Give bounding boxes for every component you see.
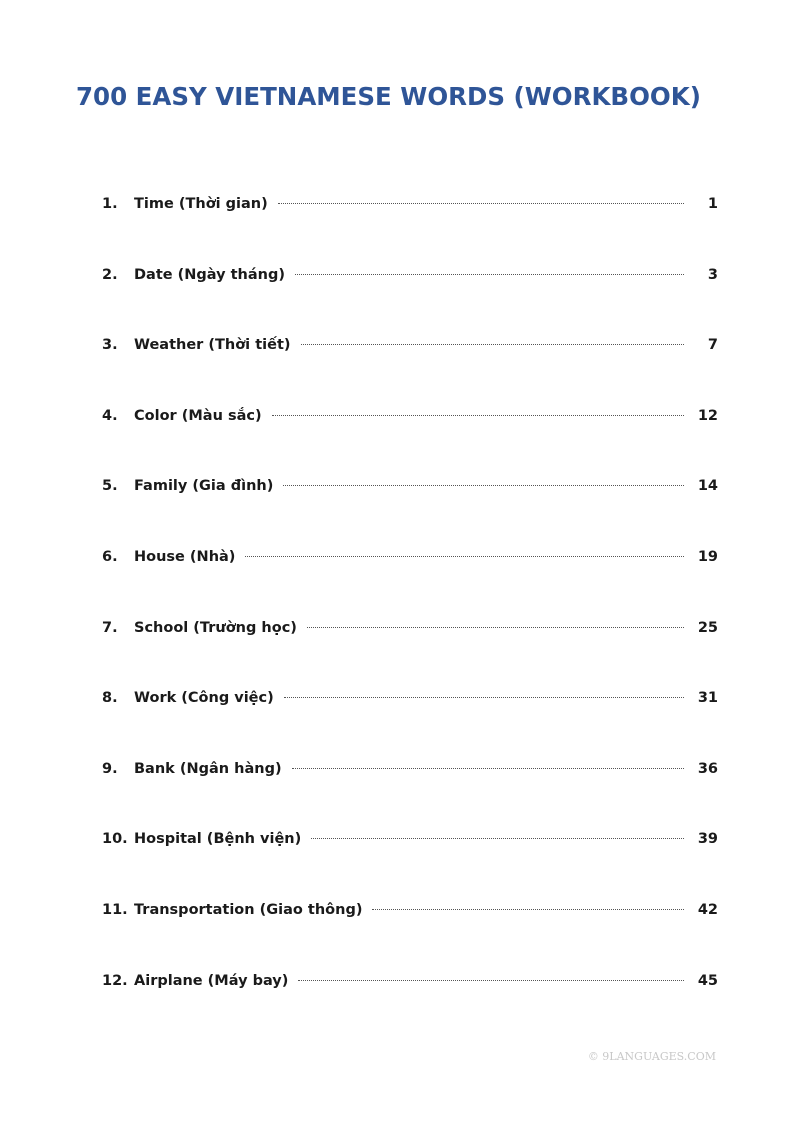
toc-entry-house[interactable] [102, 539, 718, 610]
toc-entry-label[interactable]: House (Nhà) [134, 548, 236, 565]
dot-leader [278, 202, 684, 204]
toc-entry-weather[interactable] [102, 327, 718, 398]
toc-entry-label[interactable]: Color (Màu sắc) [134, 407, 262, 424]
toc-entry-label[interactable]: Work (Công việc) [134, 690, 274, 707]
dot-leader [307, 626, 684, 628]
toc-entry-family[interactable] [102, 468, 718, 539]
toc-entry-number: 5. [102, 478, 118, 495]
toc-entry-label[interactable]: Date (Ngày tháng) [134, 266, 285, 283]
toc-entry-date[interactable] [102, 257, 718, 328]
toc-entry-label[interactable]: School (Trường học) [134, 619, 297, 636]
toc-entry-label[interactable]: Airplane (Máy bay) [134, 972, 289, 989]
dot-leader [272, 414, 684, 416]
toc-entry-page[interactable]: 42 [697, 901, 718, 918]
toc-entry-page[interactable]: 12 [697, 407, 718, 424]
toc-entry-label[interactable]: Bank (Ngân hàng) [134, 760, 282, 777]
dot-leader [298, 979, 683, 981]
toc-entry-transportation[interactable] [102, 892, 718, 963]
toc-entry-label[interactable]: Time (Thời gian) [134, 196, 268, 212]
toc-entry-page[interactable]: 14 [697, 478, 718, 495]
toc-entry-color[interactable] [102, 398, 718, 469]
toc-entry-time[interactable] [102, 186, 718, 257]
dot-leader [295, 273, 684, 275]
toc-entry-number: 9. [102, 760, 118, 777]
toc-entry-number: 7. [102, 619, 118, 636]
toc-entry-label[interactable]: Hospital (Bệnh viện) [134, 831, 302, 848]
dot-leader [301, 343, 685, 345]
table-of-contents [102, 186, 718, 1033]
toc-entry-number: 10. [102, 831, 128, 848]
toc-entry-number: 12. [102, 972, 128, 989]
dot-leader [245, 555, 683, 557]
toc-entry-page[interactable]: 3 [707, 266, 718, 283]
toc-entry-page[interactable]: 36 [697, 760, 718, 777]
toc-entry-number: 6. [102, 548, 118, 565]
toc-entry-label[interactable]: Family (Gia đình) [134, 478, 274, 495]
dot-leader [372, 908, 683, 910]
toc-entry-hospital[interactable] [102, 821, 718, 892]
toc-entry-bank[interactable] [102, 751, 718, 822]
copyright-watermark: © 9LANGUAGES.COM [587, 1050, 716, 1063]
toc-entry-number: 8. [102, 690, 118, 707]
toc-entry-number: 4. [102, 407, 118, 424]
toc-entry-page[interactable]: 31 [697, 690, 718, 707]
toc-entry-page[interactable]: 7 [707, 337, 718, 354]
toc-entry-number: 11. [102, 901, 128, 918]
toc-entry-page[interactable]: 39 [697, 831, 718, 848]
toc-entry-airplane[interactable] [102, 963, 718, 1034]
toc-entry-page[interactable]: 45 [697, 972, 718, 989]
toc-entry-number: 1. [102, 196, 118, 212]
toc-entry-page[interactable]: 25 [697, 619, 718, 636]
dot-leader [292, 767, 684, 769]
dot-leader [283, 484, 683, 486]
toc-entry-page[interactable]: 19 [697, 548, 718, 565]
dot-leader [284, 696, 684, 698]
toc-entry-work[interactable] [102, 680, 718, 751]
dot-leader [311, 837, 684, 839]
toc-entry-school[interactable] [102, 610, 718, 681]
toc-entry-number: 3. [102, 337, 118, 354]
toc-entry-number: 2. [102, 266, 118, 283]
toc-entry-page[interactable]: 1 [707, 196, 718, 212]
toc-entry-label[interactable]: Transportation (Giao thông) [134, 901, 363, 918]
document-title: 700 EASY VIETNAMESE WORDS (WORKBOOK) [76, 82, 701, 111]
toc-entry-label[interactable]: Weather (Thời tiết) [134, 337, 291, 354]
